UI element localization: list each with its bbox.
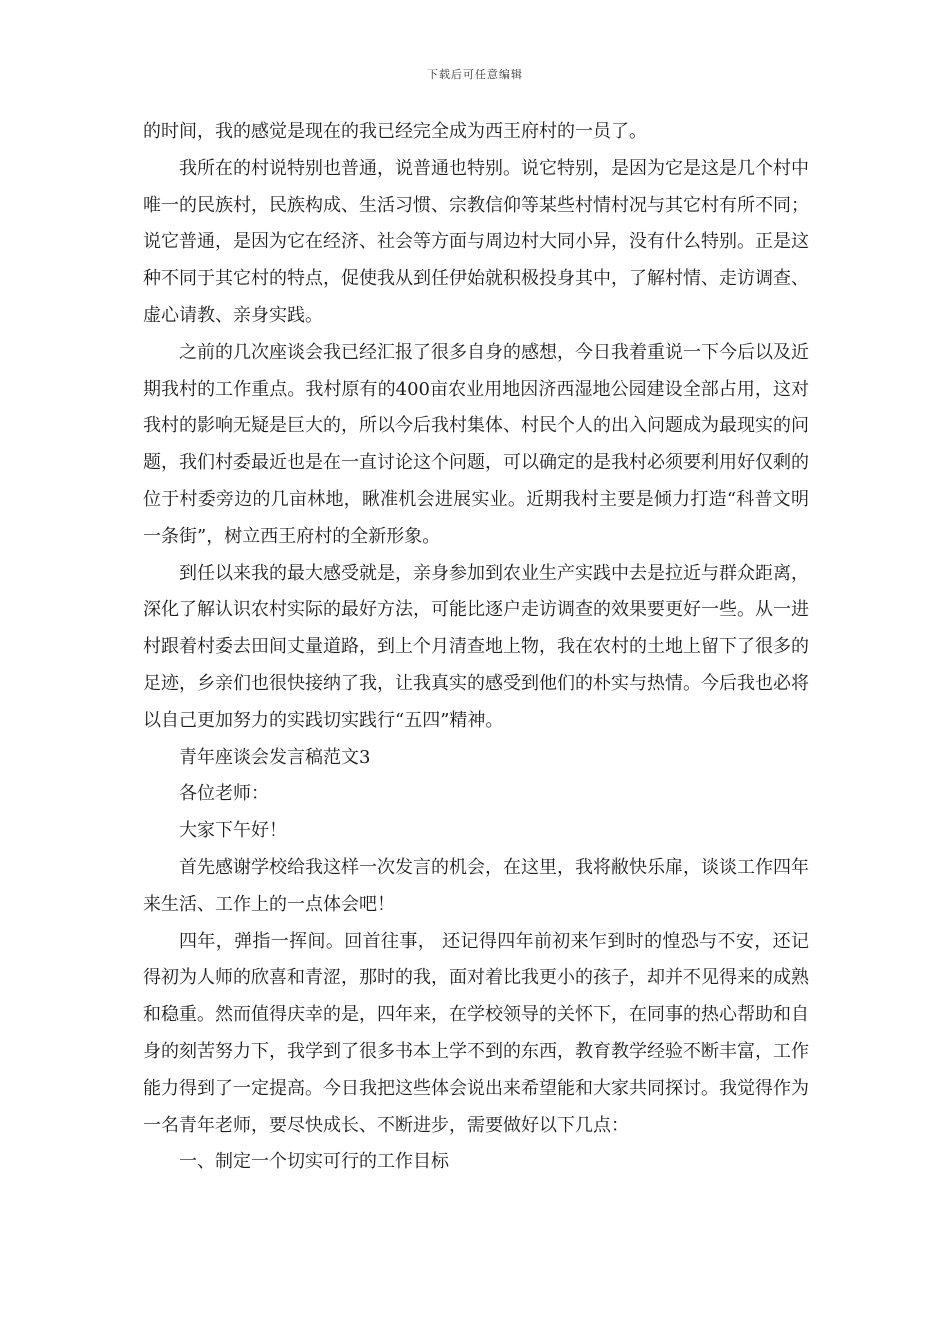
paragraph-continuation: 的时间，我的感觉是现在的我已经完全成为西王府村的一员了。 (143, 121, 647, 142)
paragraph-biggest-feeling: 到任以来我的最大感受就是，亲身参加到农业生产实践中去是拉近与群众距离，深化了解认识农村实际的最好方法，可能比逐户走访调查的效果要更好一些。从一进村跟着村委去田间丈量道路，到上个月清查地上物，我在农村的土地上留下了很多的足迹，乡亲们也很快接纳了我，让我真实的感受到他们的朴实与热情。今后我也必将以自己更加努力的实践切实践行“五四”精神。 (143, 562, 809, 731)
list-heading-goal: 一、制定一个切实可行的工作目标 (179, 1151, 449, 1173)
paragraph-village-overview: 我所在的村说特别也普通，说普通也特别。说它特别，是因为它是这是几个村中唯一的民族村，民族构成、生活习惯、宗教信仰等某些村情村况与其它村有所不同；说它普通，是因为它在经济、社会等方面与周边村大同小异，没有什么特别。正是这种不同于其它村的特点，促使我从到任伊始就积极投身其中，了解村情、走访调查、虚心请教、亲身实践。 (143, 157, 809, 326)
paragraph-four-years: 四年，弹指一挥间。回首往事， 还记得四年前初来乍到时的惶恐与不安，还记得初为人师的欣喜和青涩，那时的我，面对着比我更小的孩子，却并不见得来的成熟和稳重。然而值得庆幸的是，四年来，在学校领导的关怀下，在同事的热心帮助和自身的刻苦努力下，我学到了很多书本上学不到的东西，教育教学经验不断丰富，工作能力得到了一定提高。今日我把这些体会说出来希望能和大家共同探讨。我觉得作为一名青年老师，要尽快成长、不断进步，需要做好以下几点： (143, 930, 809, 1136)
paragraph-thanks: 首先感谢学校给我这样一次发言的机会，在这里，我将敝快乐扉，谈谈工作四年来生活、工作上的一点体会吧！ (143, 856, 809, 915)
document-body (143, 114, 809, 1181)
salutation: 各位老师： (179, 783, 269, 805)
greeting: 大家下午好！ (179, 820, 287, 842)
page-header: 下载后可任意编辑 (427, 68, 523, 81)
paragraph-work-focus: 之前的几次座谈会我已经汇报了很多自身的感想，今日我着重说一下今后以及近期我村的工作重点。我村原有的400亩农业用地因济西湿地公园建设全部占用，这对我村的影响无疑是巨大的，所以今后我村集体、村民个人的出入问题成为最现实的问题，我们村委最近也是在一直讨论这个问题，可以确定的是我村必须要利用好仅剩的位于村委旁边的几亩林地，瞅准机会进展实业。近期我村主要是倾力打造“科普文明一条街”，树立西王府村的全新形象。 (143, 341, 809, 547)
section-title: 青年座谈会发言稿范文3 (179, 746, 371, 768)
